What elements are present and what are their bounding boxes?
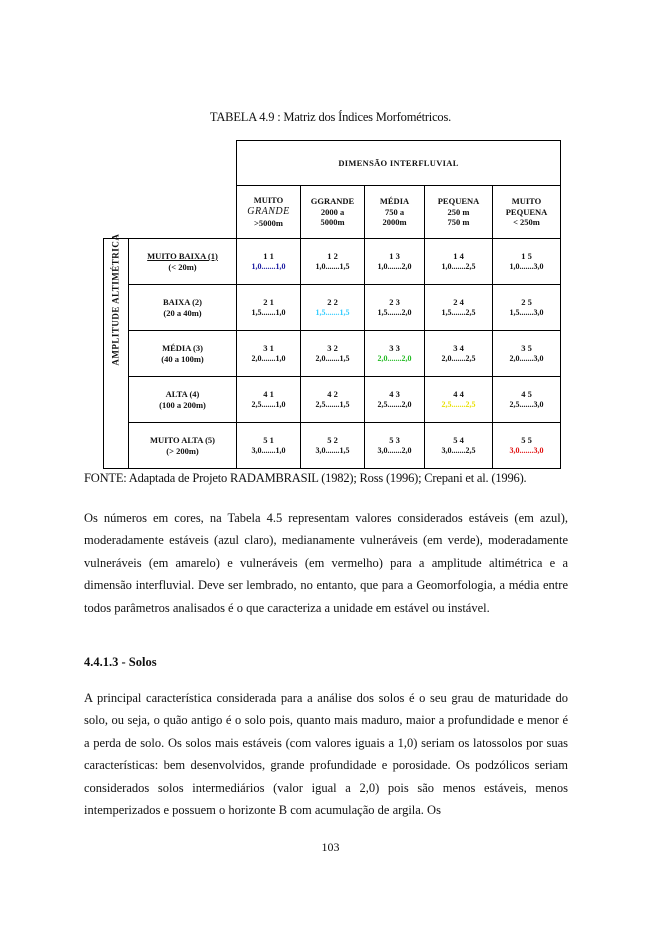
side-header-label: AMPLITUDE ALTIMÉTRICA xyxy=(110,233,121,366)
matrix-cell xyxy=(237,423,301,469)
cell-index: 5 3 xyxy=(389,435,400,446)
row-header-name: ALTA (4) xyxy=(165,388,200,399)
column-header-line: MUITO xyxy=(511,196,542,207)
empty-corner xyxy=(104,141,237,186)
matrix-cell xyxy=(237,331,301,377)
column-header-muito-grande xyxy=(237,186,301,239)
matrix-cell xyxy=(365,377,425,423)
matrix-cell xyxy=(237,285,301,331)
row-header xyxy=(129,423,237,469)
table-row xyxy=(104,239,561,285)
cell-index: 2 2 xyxy=(327,297,338,308)
column-header-line: 750 m xyxy=(447,217,470,228)
cell-index: 3 5 xyxy=(521,343,532,354)
morphometric-matrix-table xyxy=(103,140,561,469)
cell-value: 2,0.......1,5 xyxy=(315,353,350,363)
cell-index: 1 1 xyxy=(263,251,274,262)
cell-value: 1,5.......3,0 xyxy=(509,307,544,317)
cell-value: 3,0.......3,0 xyxy=(509,445,544,455)
matrix-cell xyxy=(301,331,365,377)
paragraph-solos: A principal característica considerada para a análise dos solos é o seu grau de maturidade do solo, ou seja, o quão antigo é o solo pois, quanto mais maduro, maior a profundidade e menor é a perda de solo. Os solos mais estáveis (com valores iguais a 1,0) seriam os latossolos por suas características: bem desenvolvidos, grande profundidade e porosidade. Os podzólicos seriam considerados solos intermediários (valor igual a 2,0) pois são menos estáveis, menos intemperizados e possuem o horizonte B com acumulação de argila. Os xyxy=(84,691,568,818)
section-heading: 4.4.1.3 - Solos xyxy=(84,655,157,669)
row-header xyxy=(129,377,237,423)
matrix-cell xyxy=(425,285,493,331)
matrix-cell xyxy=(365,285,425,331)
matrix-cell xyxy=(301,239,365,285)
column-header-line: MUITO xyxy=(253,195,284,206)
matrix-cell xyxy=(237,377,301,423)
matrix-cell xyxy=(493,239,561,285)
cell-index: 1 3 xyxy=(389,251,400,262)
cell-index: 4 4 xyxy=(453,389,464,400)
row-header xyxy=(129,239,237,285)
table-source: FONTE: Adaptada de Projeto RADAMBRASIL (1982); Ross (1996); Crepani et al. (1996). xyxy=(84,471,527,485)
cell-value: 1,0.......2,5 xyxy=(441,261,476,271)
row-header xyxy=(129,285,237,331)
cell-value: 1,0.......3,0 xyxy=(509,261,544,271)
cell-index: 1 4 xyxy=(453,251,464,262)
row-header-range: (< 20m) xyxy=(168,261,197,272)
cell-index: 2 4 xyxy=(453,297,464,308)
row-header-range: (20 a 40m) xyxy=(163,307,202,318)
matrix-cell xyxy=(493,423,561,469)
cell-value: 2,0.......1,0 xyxy=(251,353,286,363)
matrix-cell xyxy=(301,423,365,469)
row-header-range: (40 a 100m) xyxy=(161,353,204,364)
cell-index: 2 5 xyxy=(521,297,532,308)
column-header-line: MÉDIA xyxy=(379,196,410,207)
cell-index: 3 2 xyxy=(327,343,338,354)
column-header-line: PEQUENA xyxy=(505,206,548,217)
cell-value: 2,5.......2,5 xyxy=(441,399,476,409)
cell-value: 2,0.......3,0 xyxy=(509,353,544,363)
column-header-line: >5000m xyxy=(254,218,283,229)
row-header-name: MUITO ALTA (5) xyxy=(149,434,216,445)
matrix-cell xyxy=(425,377,493,423)
cell-value: 1,0.......1,5 xyxy=(315,261,350,271)
cell-value: 2,0.......2,5 xyxy=(441,353,476,363)
cell-value: 2,0.......2,0 xyxy=(377,353,412,363)
column-header-line: 2000m xyxy=(382,217,407,228)
cell-index: 4 3 xyxy=(389,389,400,400)
cell-index: 1 5 xyxy=(521,251,532,262)
matrix-cell xyxy=(493,285,561,331)
row-header-name: MUITO BAIXA (1) xyxy=(147,250,218,261)
column-header-muito-pequena xyxy=(493,186,561,239)
column-header-line: 250 m xyxy=(447,206,470,217)
matrix-cell xyxy=(301,285,365,331)
table-row xyxy=(104,285,561,331)
row-header xyxy=(129,331,237,377)
cell-value: 2,5.......3,0 xyxy=(509,399,544,409)
column-header-line: PEQUENA xyxy=(437,196,480,207)
cell-value: 1,5.......2,0 xyxy=(377,307,412,317)
cell-value: 3,0.......1,5 xyxy=(315,445,350,455)
cell-value: 2,5.......2,0 xyxy=(377,399,412,409)
matrix-cell xyxy=(493,331,561,377)
cell-index: 5 4 xyxy=(453,435,464,446)
cell-value: 3,0.......2,0 xyxy=(377,445,412,455)
matrix-cell xyxy=(365,239,425,285)
matrix-cell xyxy=(425,331,493,377)
column-header-media xyxy=(365,186,425,239)
cell-value: 2,5.......1,0 xyxy=(251,399,286,409)
column-header-line: GGRANDE xyxy=(310,196,355,207)
empty-corner xyxy=(104,186,237,239)
matrix-cell xyxy=(425,423,493,469)
cell-value: 3,0.......1,0 xyxy=(251,445,286,455)
page-number: 103 xyxy=(321,840,340,854)
matrix-cell xyxy=(237,239,301,285)
matrix-cell xyxy=(425,239,493,285)
cell-index: 5 5 xyxy=(521,435,532,446)
cell-index: 4 5 xyxy=(521,389,532,400)
matrix-cell xyxy=(365,423,425,469)
column-header-line: GRANDE xyxy=(247,205,290,217)
cell-index: 4 1 xyxy=(263,389,274,400)
row-header-name: BAIXA (2) xyxy=(163,296,202,307)
paragraph-colors: Os números em cores, na Tabela 4.5 representam valores considerados estáveis (em azul), moderadamente estáveis (azul claro), medianamente vulneráveis (em verde), moderadamente vulneráveis (em amarelo) e vulneráveis (em vermelho) para a amplitude altimétrica e a dimensão interfluvial. Deve ser lembrado, no entanto, que para a Geomorfologia, a média entre todos parâmetros analisados é o que caracteriza a unidade em estável ou instável. xyxy=(84,511,568,615)
cell-value: 1,5.......2,5 xyxy=(441,307,476,317)
cell-index: 5 2 xyxy=(327,435,338,446)
column-header-line: 750 a xyxy=(384,206,405,217)
dimension-header: DIMENSÃO INTERFLUVIAL xyxy=(237,141,561,186)
cell-index: 5 1 xyxy=(263,435,274,446)
table-caption: TABELA 4.9 : Matriz dos Índices Morfométricos. xyxy=(209,110,452,124)
column-header-pequena xyxy=(425,186,493,239)
cell-index: 3 1 xyxy=(263,343,274,354)
column-header-line: 2000 a xyxy=(320,206,345,217)
matrix-cell xyxy=(493,377,561,423)
column-header-grande xyxy=(301,186,365,239)
matrix-cell xyxy=(301,377,365,423)
side-header xyxy=(104,233,129,469)
cell-value: 1,0.......2,0 xyxy=(377,261,412,271)
cell-value: 1,0.......1,0 xyxy=(251,261,286,271)
cell-value: 1,5.......1,0 xyxy=(251,307,286,317)
table-row xyxy=(104,423,561,469)
cell-index: 1 2 xyxy=(327,251,338,262)
row-header-range: (> 200m) xyxy=(166,445,199,456)
column-header-line: 5000m xyxy=(320,217,345,228)
row-header-range: (100 a 200m) xyxy=(159,399,206,410)
cell-value: 2,5.......1,5 xyxy=(315,399,350,409)
cell-value: 3,0.......2,5 xyxy=(441,445,476,455)
row-header-name: MÉDIA (3) xyxy=(162,342,203,353)
matrix-cell xyxy=(365,331,425,377)
cell-index: 2 3 xyxy=(389,297,400,308)
cell-index: 4 2 xyxy=(327,389,338,400)
cell-index: 3 4 xyxy=(453,343,464,354)
table-row xyxy=(104,377,561,423)
table-row xyxy=(104,331,561,377)
cell-index: 3 3 xyxy=(389,343,400,354)
cell-index: 2 1 xyxy=(263,297,274,308)
column-header-line: < 250m xyxy=(513,217,540,228)
cell-value: 1,5.......1,5 xyxy=(315,307,350,317)
